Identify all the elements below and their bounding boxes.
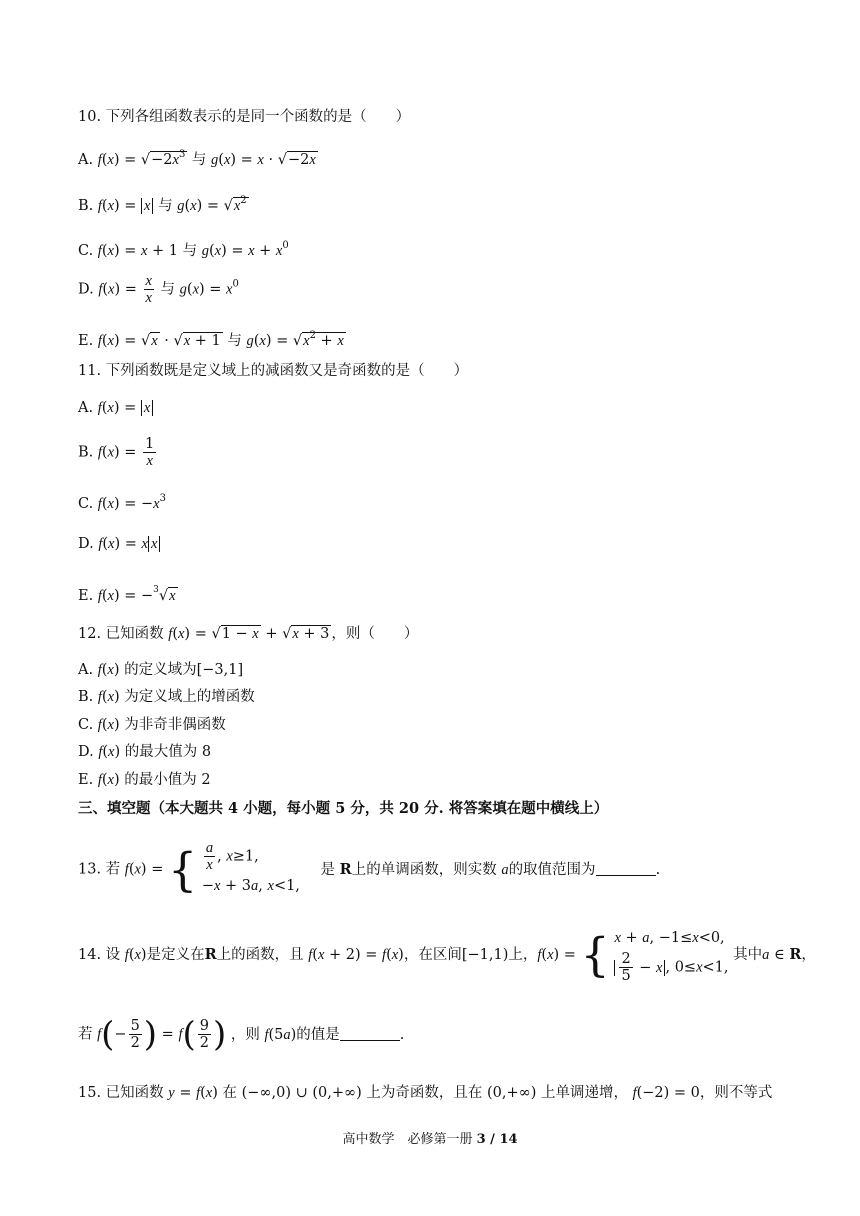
stem-text: 上的函数，且: [216, 946, 304, 963]
option-label: E.: [78, 333, 94, 349]
option-label: C.: [78, 717, 94, 733]
stem-text: 13. 若: [78, 861, 121, 878]
stem-text: 是定义在: [146, 946, 205, 963]
q10-option-e: E. f(x) = √x · √x + 1 与 $g(x) = √x^2 + x$: [78, 330, 344, 349]
option-text: 的最大值为 8: [124, 744, 212, 760]
q11-option-d: D. f(x) = x x: [78, 534, 160, 554]
q14-line2: 若 f(− $\frac{5}{2}$ ) = f( $\frac{9}{2}$ ) ，则 f(5a)的值是 .: [78, 1014, 405, 1055]
stem-text: 上为奇函数，且在: [366, 1085, 483, 1101]
conjunction: 与: [158, 198, 173, 214]
option-label: A.: [78, 400, 94, 416]
piecewise-cases: x + a, −1≤x<0, $\frac{2}{5}$ − x , 0≤x<1,: [614, 930, 729, 984]
option-label: D.: [78, 281, 94, 298]
stem-text: 上，: [508, 946, 538, 963]
stem-text: .: [399, 1026, 405, 1043]
q10-option-a: A. $f(x) = √-2x^3$ 与 g(x) = x · √−2x: [78, 149, 316, 168]
answer-blank[interactable]: [596, 861, 656, 876]
option-label: C.: [78, 243, 94, 259]
option-label: A.: [78, 662, 94, 678]
q10-option-d: D. f(x) = $\frac{x}{x}$ 与 $g(x) = x^0$: [78, 273, 239, 306]
option-text: 的最小值为 2: [124, 772, 211, 788]
stem-text: ，则不等式: [699, 1085, 773, 1101]
stem-text: ，则（ ）: [331, 626, 419, 642]
stem-text: ，在区间: [403, 946, 462, 963]
q10-stem: 10. 下列各组函数表示的是同一个函数的是（ ）: [78, 109, 411, 125]
conjunction: 与: [227, 333, 242, 349]
conjunction: 与: [191, 152, 207, 168]
page-number: 3 / 14: [476, 1132, 518, 1147]
option-text: 为非奇非偶函数: [124, 717, 226, 733]
q12-option-b: B. f(x) 为定义域上的增函数: [78, 689, 255, 705]
section-heading: 三、填空题（本大题共 4 小题，每小题 5 分，共 20 分. 将答案填在题中横线上）: [78, 800, 609, 817]
q12-option-e: E. f(x) 的最小值为 2: [78, 772, 211, 788]
q13: 13. 若 f(x) = { $\frac{a}{x}$ , x≥1, −x + 3a, x<1, 是 R上的单调函数，则实数 a的取值范围为 .: [78, 840, 660, 900]
left-brace: {: [167, 842, 198, 897]
stem-text: 14. 设: [78, 946, 121, 963]
option-label: D.: [78, 536, 94, 552]
stem-text: 上单调递增，: [540, 1085, 628, 1101]
stem-text: 是: [320, 861, 336, 878]
q11-option-b: B. f(x) = $\frac{1}{x}$: [78, 436, 155, 469]
option-label: E.: [78, 588, 94, 604]
piecewise-cases: $\frac{a}{x}$ , x≥1, −x + 3a, x<1,: [201, 840, 300, 894]
option-label: E.: [78, 772, 94, 788]
option-label: D.: [78, 744, 94, 760]
option-label: A.: [78, 152, 94, 168]
stem-text: .: [655, 861, 661, 878]
conjunction: 与: [182, 243, 198, 259]
option-label: B.: [78, 198, 94, 214]
q15: 15. 已知函数 y = f(x) 在 (−∞,0) ∪ (0,+∞) 上为奇函数，且在 (0,+∞) 上单调递增， f(−2) = 0，则不等式: [78, 1085, 773, 1101]
q11-stem: 11. 下列函数既是定义域上的减函数又是奇函数的是（ ）: [78, 363, 469, 379]
stem-text: 上的单调函数，则实数: [351, 861, 497, 878]
stem-text: 的值是: [296, 1026, 340, 1043]
q11-option-c: C. $f(x) = -x^3$: [78, 493, 166, 512]
q11-option-e: E. f(x) = −$^3$√x: [78, 585, 176, 604]
stem-text: 12. 已知函数: [78, 626, 164, 642]
interval: [−1,1): [461, 946, 509, 963]
q12-stem: 12. 已知函数 f(x) = √1 − x + √x + 3 ，则（ ）: [78, 626, 419, 642]
option-label: C.: [78, 496, 94, 512]
stem-text: 15. 已知函数: [78, 1085, 164, 1101]
page-footer: [0, 1128, 860, 1147]
stem-text: 其中: [733, 946, 763, 963]
stem-text: 在: [222, 1085, 238, 1101]
q10-option-c: C. f(x) = x + 1 与 $g(x) = x + x^0$: [78, 240, 289, 259]
q12-option-c: C. f(x) 为非奇非偶函数: [78, 717, 226, 733]
option-text: 的定义域为[−3,1]: [124, 662, 244, 678]
q10-option-b: B. f(x) = x 与 $g(x) = √x^2$: [78, 195, 247, 214]
q11-option-a: A. f(x) = x: [78, 398, 153, 418]
stem-text: 的取值范围为: [508, 861, 596, 878]
answer-blank[interactable]: [340, 1026, 400, 1041]
q12-option-d: D. f(x) 的最大值为 8: [78, 744, 212, 760]
q12-option-a: A. f(x) 的定义域为[−3,1]: [78, 662, 244, 678]
option-label: B.: [78, 689, 94, 705]
option-label: B.: [78, 444, 94, 461]
left-brace: {: [580, 927, 610, 982]
footer-text: 高中数学 必修第一册: [342, 1132, 473, 1147]
stem-text: 若: [78, 1026, 93, 1043]
stem-text: ，则: [230, 1026, 260, 1043]
option-text: 为定义域上的增函数: [124, 689, 255, 705]
conjunction: 与: [160, 281, 176, 298]
q14-line1: 14. 设 f(x)是定义在R上的函数，且 f(x + 2) = f(x)，在区间[−1,1)上，f(x) = { x + a, −1≤x<0, $\frac{2}{5}$ − x , 0≤x<1, 其中a ∈ R，: [78, 925, 816, 985]
